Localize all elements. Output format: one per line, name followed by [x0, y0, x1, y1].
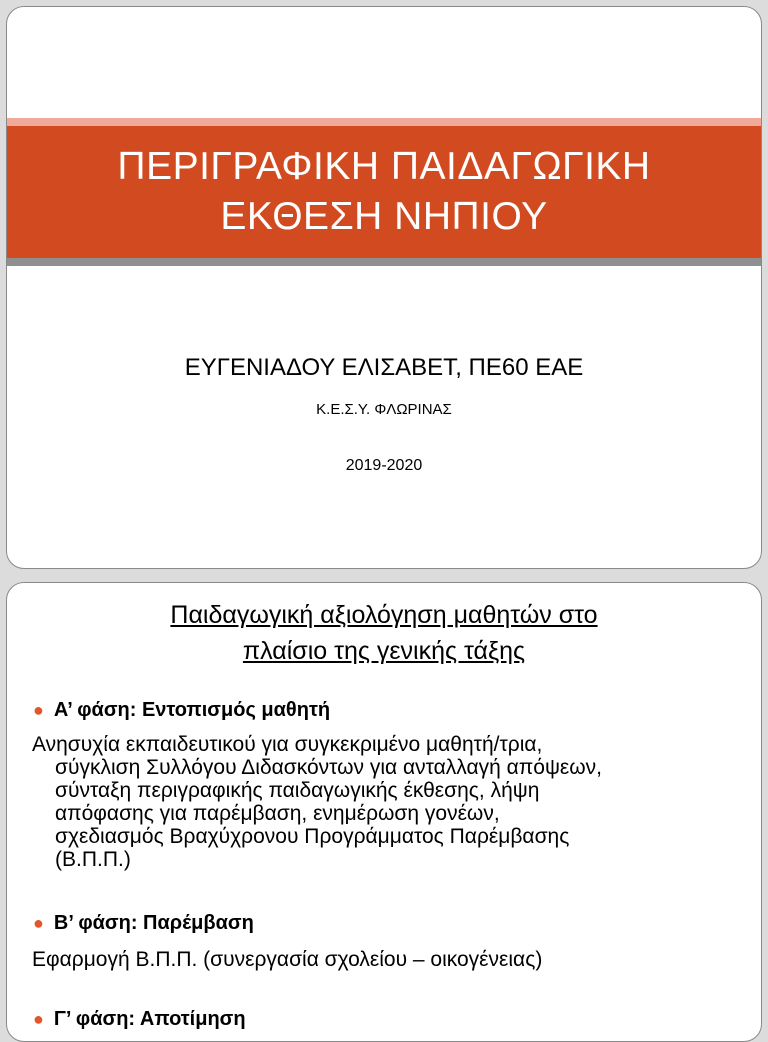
- content-slide: [6, 582, 762, 1042]
- title-slide: [6, 6, 762, 569]
- bullet-icon: ●: [33, 700, 44, 720]
- phase-b-description: [32, 948, 722, 971]
- title-band: [7, 126, 761, 258]
- description-line: σχεδιασμός Βραχύχρονου Προγράμματος Παρέμβασης: [55, 825, 570, 848]
- phase-c-heading: [33, 1008, 246, 1031]
- presentation-title: ΠΕΡΙΓΡΑΦΙΚΗ ΠΑΙΔΑΓΩΓΙΚΗ ΕΚΘΕΣΗ ΝΗΠΙΟΥ: [117, 145, 651, 238]
- phase-a-description: [32, 733, 722, 871]
- bullet-icon: ●: [33, 913, 44, 933]
- phase-b-label: Β’ φάση: Παρέμβαση: [53, 912, 254, 934]
- description-line: Ανησυχία εκπαιδευτικού για συγκεκριμένο μαθητή/τρια,: [32, 733, 543, 756]
- author-name: ΕΥΓΕΝΙΑΔΟΥ ΕΛΙΣΑΒΕΤ, ΠΕ60 ΕΑΕ: [184, 354, 584, 381]
- phase-a-label: Α’ φάση: Εντοπισμός μαθητή: [53, 699, 331, 721]
- description-line: απόφασης για παρέμβαση, ενημέρωση γονέων,: [55, 802, 500, 825]
- description-line: σύνταξη περιγραφικής παιδαγωγικής έκθεσης, λήψη: [55, 779, 540, 802]
- description-line: Εφαρμογή Β.Π.Π. (συνεργασία σχολείου – οικογένειας): [32, 948, 543, 971]
- school-year: 2019-2020: [345, 457, 423, 474]
- title-band-bottom-stripe: [7, 258, 761, 266]
- bullet-icon: ●: [33, 1009, 44, 1029]
- phase-b-heading: [33, 912, 254, 935]
- phase-a-heading: [33, 699, 330, 722]
- description-line: σύγκλιση Συλλόγου Διδασκόντων για ανταλλαγή απόψεων,: [55, 756, 603, 779]
- slide-heading: Παιδαγωγική αξιολόγηση μαθητών στο πλαίσιο της γενικής τάξης: [170, 601, 598, 665]
- description-line: (Β.Π.Π.): [55, 848, 131, 871]
- phase-c-label: Γ’ φάση: Αποτίμηση: [53, 1008, 246, 1030]
- organization-name: Κ.Ε.Σ.Υ. ΦΛΩΡΙΝΑΣ: [316, 401, 452, 418]
- title-band-top-stripe: [7, 118, 761, 126]
